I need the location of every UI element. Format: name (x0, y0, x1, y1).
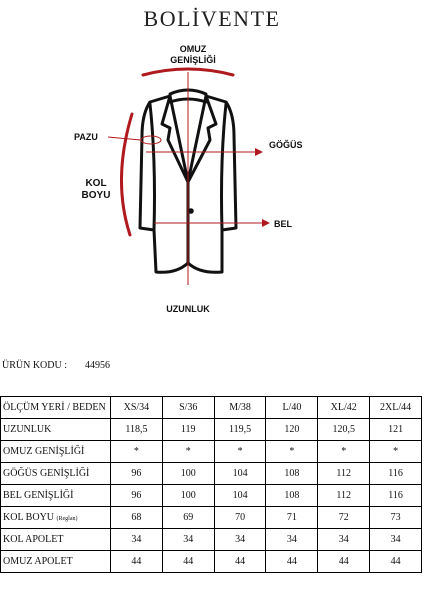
table-row (1, 507, 422, 529)
value-cell: * (162, 441, 214, 463)
row-label-cell (1, 419, 111, 441)
value-cell: 44 (214, 551, 266, 573)
value-cell: 120 (266, 419, 318, 441)
length-label: UZUNLUK (166, 304, 210, 314)
value-cell: 121 (370, 419, 422, 441)
row-label-cell (1, 507, 111, 529)
row-label: GÖĞÜS GENİŞLİĞİ (3, 468, 90, 479)
size-header-cell: L/40 (266, 397, 318, 419)
size-header-cell: XS/34 (111, 397, 163, 419)
value-cell: 71 (266, 507, 318, 529)
value-cell: 68 (111, 507, 163, 529)
row-label: OMUZ APOLET (3, 556, 73, 567)
row-label: KOL APOLET (3, 534, 64, 545)
coat-illustration (0, 30, 424, 330)
row-label: UZUNLUK (3, 424, 52, 435)
value-cell: 108 (266, 463, 318, 485)
value-cell: 96 (111, 463, 163, 485)
value-cell: * (266, 441, 318, 463)
value-cell: 34 (318, 529, 370, 551)
sleeve-label-line2: BOYU (81, 190, 111, 201)
chest-arrow (255, 148, 263, 156)
size-table-body (1, 397, 422, 573)
value-cell: * (370, 441, 422, 463)
value-cell: * (318, 441, 370, 463)
coat-button (188, 208, 194, 214)
sleeve-label (76, 178, 116, 202)
table-row (1, 529, 422, 551)
row-label-cell (1, 529, 111, 551)
size-header-cell: XL/42 (318, 397, 370, 419)
value-cell: 116 (370, 485, 422, 507)
shoulder-label-line1: OMUZ (179, 44, 207, 54)
table-row (1, 463, 422, 485)
value-cell: 100 (162, 463, 214, 485)
table-row (1, 551, 422, 573)
value-cell: * (111, 441, 163, 463)
product-code-value: 44956 (85, 360, 110, 371)
row-label-note: (Reglan) (56, 516, 78, 522)
sleeve-arc (121, 114, 132, 235)
header-label-cell: ÖLÇÜM YERİ / BEDEN (1, 397, 111, 419)
row-label-cell (1, 485, 111, 507)
value-cell: 112 (318, 485, 370, 507)
value-cell: 119,5 (214, 419, 266, 441)
table-row (1, 441, 422, 463)
size-header-row (1, 397, 422, 419)
value-cell: 70 (214, 507, 266, 529)
bicep-guide (141, 136, 161, 144)
value-cell: 96 (111, 485, 163, 507)
row-label-cell (1, 463, 111, 485)
value-cell: 104 (214, 463, 266, 485)
value-cell: 44 (370, 551, 422, 573)
value-cell: 44 (318, 551, 370, 573)
size-header-cell: M/38 (214, 397, 266, 419)
value-cell: 34 (111, 529, 163, 551)
measurement-diagram (0, 30, 424, 330)
row-label: BEL GENİŞLİĞİ (3, 490, 74, 501)
sleeve-label-line1: KOL (85, 178, 107, 189)
value-cell: 119 (162, 419, 214, 441)
shoulder-label-line2: GENİŞLİĞİ (170, 55, 216, 65)
brand-logo: BOLİVENTE (143, 6, 281, 31)
value-cell: 120,5 (318, 419, 370, 441)
table-row (1, 485, 422, 507)
value-cell: 116 (370, 463, 422, 485)
value-cell: 34 (266, 529, 318, 551)
value-cell: 44 (162, 551, 214, 573)
value-cell: 34 (162, 529, 214, 551)
value-cell: 34 (214, 529, 266, 551)
row-label-cell (1, 441, 111, 463)
sleeve-seam-left (150, 104, 155, 230)
value-cell: 72 (318, 507, 370, 529)
table-row (1, 419, 422, 441)
value-cell: 108 (266, 485, 318, 507)
shoulder-label (158, 44, 228, 66)
value-cell: * (214, 441, 266, 463)
waist-label: BEL (274, 219, 292, 229)
waist-arrow (262, 219, 270, 227)
row-label: OMUZ GENİŞLİĞİ (3, 446, 85, 457)
row-label: KOL BOYU (3, 512, 55, 523)
value-cell: 112 (318, 463, 370, 485)
row-label-cell (1, 551, 111, 573)
value-cell: 44 (111, 551, 163, 573)
product-code (2, 360, 110, 371)
value-cell: 34 (370, 529, 422, 551)
sleeve-seam-right (222, 104, 227, 230)
value-cell: 100 (162, 485, 214, 507)
size-table (0, 396, 422, 573)
value-cell: 118,5 (111, 419, 163, 441)
bicep-label: PAZU (74, 132, 98, 142)
chest-label: GÖĞÜS (269, 140, 303, 150)
value-cell: 69 (162, 507, 214, 529)
value-cell: 73 (370, 507, 422, 529)
size-header-cell: 2XL/44 (370, 397, 422, 419)
product-code-label: ÜRÜN KODU : (2, 360, 67, 371)
size-header-cell: S/36 (162, 397, 214, 419)
value-cell: 44 (266, 551, 318, 573)
value-cell: 104 (214, 485, 266, 507)
